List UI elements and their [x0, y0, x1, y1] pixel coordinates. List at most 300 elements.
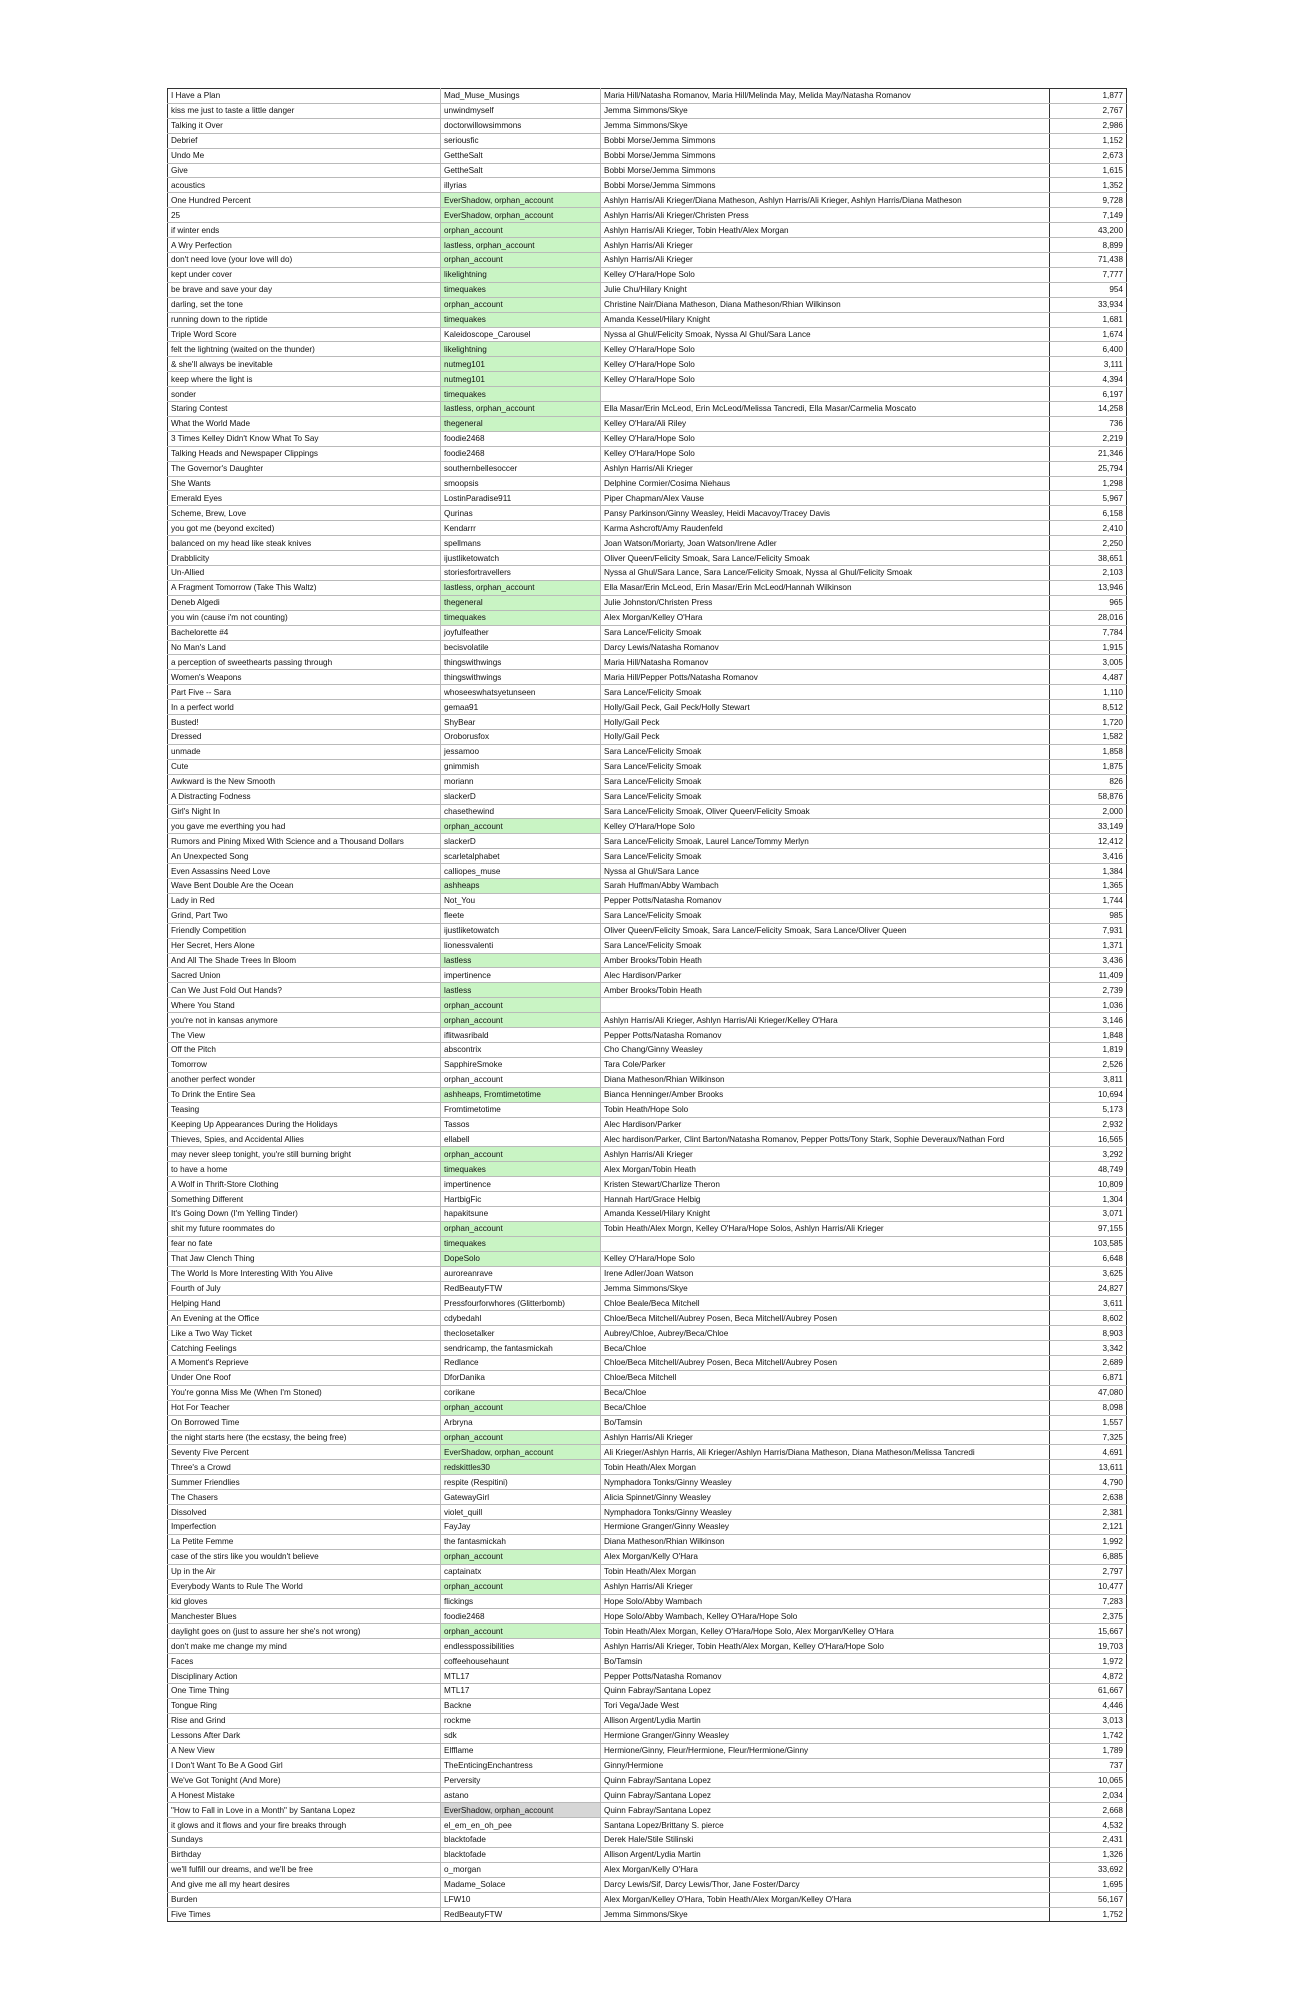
author-cell[interactable]: orphan_account [441, 223, 601, 238]
word-count-cell[interactable]: 4,446 [1050, 1698, 1127, 1713]
author-cell[interactable]: EverShadow, orphan_account [441, 1803, 601, 1818]
relationship-cell[interactable]: Ella Masar/Erin McLeod, Erin Masar/Erin McLeod/Hannah Wilkinson [601, 580, 1050, 595]
title-cell[interactable]: "How to Fall in Love in a Month" by Santana Lopez [168, 1803, 441, 1818]
author-cell[interactable]: joyfulfeather [441, 625, 601, 640]
word-count-cell[interactable]: 2,034 [1050, 1788, 1127, 1803]
author-cell[interactable]: violet_quill [441, 1505, 601, 1520]
word-count-cell[interactable]: 1,744 [1050, 893, 1127, 908]
relationship-cell[interactable]: Bobbi Morse/Jemma Simmons [601, 178, 1050, 193]
word-count-cell[interactable]: 2,673 [1050, 148, 1127, 163]
author-cell[interactable]: respite (Respitini) [441, 1475, 601, 1490]
title-cell[interactable]: Girl's Night In [168, 804, 441, 819]
author-cell[interactable]: blacktofade [441, 1833, 601, 1848]
relationship-cell[interactable]: Ginny/Hermione [601, 1758, 1050, 1773]
author-cell[interactable]: GettheSalt [441, 163, 601, 178]
relationship-cell[interactable]: Kelley O'Hara/Hope Solo [601, 431, 1050, 446]
word-count-cell[interactable]: 1,326 [1050, 1847, 1127, 1862]
relationship-cell[interactable]: Alec Hardison/Parker [601, 968, 1050, 983]
author-cell[interactable]: ellabell [441, 1132, 601, 1147]
title-cell[interactable]: Sundays [168, 1833, 441, 1848]
relationship-cell[interactable]: Ali Krieger/Ashlyn Harris, Ali Krieger/Ashlyn Harris/Diana Matheson, Diana Matheson/Melissa Tancredi [601, 1445, 1050, 1460]
title-cell[interactable]: you gave me everthing you had [168, 819, 441, 834]
title-cell[interactable]: Give [168, 163, 441, 178]
relationship-cell[interactable]: Darcy Lewis/Sif, Darcy Lewis/Thor, Jane Foster/Darcy [601, 1877, 1050, 1892]
relationship-cell[interactable]: Ashlyn Harris/Ali Krieger, Tobin Heath/Alex Morgan [601, 223, 1050, 238]
relationship-cell[interactable]: Kelley O'Hara/Hope Solo [601, 819, 1050, 834]
title-cell[interactable]: Up in the Air [168, 1564, 441, 1579]
word-count-cell[interactable]: 3,005 [1050, 655, 1127, 670]
title-cell[interactable]: Under One Roof [168, 1370, 441, 1385]
word-count-cell[interactable]: 2,689 [1050, 1356, 1127, 1371]
relationship-cell[interactable]: Nymphadora Tonks/Ginny Weasley [601, 1475, 1050, 1490]
word-count-cell[interactable]: 1,674 [1050, 327, 1127, 342]
relationship-cell[interactable]: Sara Lance/Felicity Smoak [601, 685, 1050, 700]
title-cell[interactable]: Emerald Eyes [168, 491, 441, 506]
relationship-cell[interactable]: Piper Chapman/Alex Vause [601, 491, 1050, 506]
title-cell[interactable]: sonder [168, 387, 441, 402]
author-cell[interactable]: sendricamp, the fantasmickah [441, 1341, 601, 1356]
word-count-cell[interactable]: 48,749 [1050, 1162, 1127, 1177]
relationship-cell[interactable]: Sarah Huffman/Abby Wambach [601, 879, 1050, 894]
word-count-cell[interactable]: 6,885 [1050, 1549, 1127, 1564]
title-cell[interactable]: We've Got Tonight (And More) [168, 1773, 441, 1788]
title-cell[interactable]: Wave Bent Double Are the Ocean [168, 879, 441, 894]
relationship-cell[interactable]: Chloe/Beca Mitchell [601, 1370, 1050, 1385]
word-count-cell[interactable]: 1,695 [1050, 1877, 1127, 1892]
title-cell[interactable]: One Time Thing [168, 1683, 441, 1698]
title-cell[interactable]: Triple Word Score [168, 327, 441, 342]
title-cell[interactable]: La Petite Femme [168, 1534, 441, 1549]
relationship-cell[interactable]: Oliver Queen/Felicity Smoak, Sara Lance/Felicity Smoak, Sara Lance/Oliver Queen [601, 923, 1050, 938]
relationship-cell[interactable]: Hermione Granger/Ginny Weasley [601, 1520, 1050, 1535]
title-cell[interactable]: & she'll always be inevitable [168, 357, 441, 372]
word-count-cell[interactable]: 737 [1050, 1758, 1127, 1773]
relationship-cell[interactable]: Quinn Fabray/Santana Lopez [601, 1803, 1050, 1818]
author-cell[interactable]: becisvolatile [441, 640, 601, 655]
word-count-cell[interactable]: 1,848 [1050, 1028, 1127, 1043]
title-cell[interactable]: Thieves, Spies, and Accidental Allies [168, 1132, 441, 1147]
title-cell[interactable]: Dissolved [168, 1505, 441, 1520]
author-cell[interactable]: Qurinas [441, 506, 601, 521]
title-cell[interactable]: to have a home [168, 1162, 441, 1177]
author-cell[interactable]: nutmeg101 [441, 372, 601, 387]
title-cell[interactable]: Even Assassins Need Love [168, 864, 441, 879]
author-cell[interactable]: timequakes [441, 1162, 601, 1177]
word-count-cell[interactable]: 7,149 [1050, 208, 1127, 223]
title-cell[interactable]: Helping Hand [168, 1296, 441, 1311]
relationship-cell[interactable]: Ashlyn Harris/Ali Krieger [601, 1579, 1050, 1594]
author-cell[interactable]: flickings [441, 1594, 601, 1609]
author-cell[interactable]: orphan_account [441, 1400, 601, 1415]
author-cell[interactable]: Fromtimetotime [441, 1102, 601, 1117]
relationship-cell[interactable]: Nyssa al Ghul/Sara Lance, Sara Lance/Felicity Smoak, Nyssa al Ghul/Felicity Smoak [601, 566, 1050, 581]
title-cell[interactable]: On Borrowed Time [168, 1415, 441, 1430]
title-cell[interactable]: Women's Weapons [168, 670, 441, 685]
relationship-cell[interactable]: Amber Brooks/Tobin Heath [601, 983, 1050, 998]
title-cell[interactable]: kept under cover [168, 267, 441, 282]
word-count-cell[interactable]: 4,691 [1050, 1445, 1127, 1460]
author-cell[interactable]: DopeSolo [441, 1251, 601, 1266]
word-count-cell[interactable]: 826 [1050, 774, 1127, 789]
word-count-cell[interactable]: 7,325 [1050, 1430, 1127, 1445]
title-cell[interactable]: A New View [168, 1743, 441, 1758]
author-cell[interactable]: spellmans [441, 536, 601, 551]
title-cell[interactable]: Talking it Over [168, 118, 441, 133]
author-cell[interactable]: orphan_account [441, 1147, 601, 1162]
title-cell[interactable]: Like a Two Way Ticket [168, 1326, 441, 1341]
title-cell[interactable]: The Governor's Daughter [168, 461, 441, 476]
word-count-cell[interactable]: 10,477 [1050, 1579, 1127, 1594]
word-count-cell[interactable]: 3,111 [1050, 357, 1127, 372]
author-cell[interactable]: doctorwillowsimmons [441, 118, 601, 133]
author-cell[interactable]: timequakes [441, 387, 601, 402]
relationship-cell[interactable]: Sara Lance/Felicity Smoak [601, 849, 1050, 864]
relationship-cell[interactable]: Hermione Granger/Ginny Weasley [601, 1728, 1050, 1743]
word-count-cell[interactable]: 2,986 [1050, 118, 1127, 133]
title-cell[interactable]: Tomorrow [168, 1057, 441, 1072]
author-cell[interactable]: timequakes [441, 1236, 601, 1251]
relationship-cell[interactable]: Jemma Simmons/Skye [601, 1907, 1050, 1922]
author-cell[interactable]: EverShadow, orphan_account [441, 193, 601, 208]
word-count-cell[interactable]: 1,152 [1050, 133, 1127, 148]
title-cell[interactable]: darling, set the tone [168, 297, 441, 312]
relationship-cell[interactable] [601, 998, 1050, 1013]
author-cell[interactable]: likelightning [441, 342, 601, 357]
author-cell[interactable]: timequakes [441, 610, 601, 625]
word-count-cell[interactable]: 2,431 [1050, 1833, 1127, 1848]
author-cell[interactable]: RedBeautyFTW [441, 1281, 601, 1296]
title-cell[interactable]: I Don't Want To Be A Good Girl [168, 1758, 441, 1773]
word-count-cell[interactable]: 10,694 [1050, 1087, 1127, 1102]
word-count-cell[interactable]: 21,346 [1050, 446, 1127, 461]
title-cell[interactable]: A Wolf in Thrift-Store Clothing [168, 1177, 441, 1192]
relationship-cell[interactable]: Jemma Simmons/Skye [601, 118, 1050, 133]
author-cell[interactable]: RedBeautyFTW [441, 1907, 601, 1922]
title-cell[interactable]: Disciplinary Action [168, 1669, 441, 1684]
word-count-cell[interactable]: 1,858 [1050, 744, 1127, 759]
title-cell[interactable]: The Chasers [168, 1490, 441, 1505]
title-cell[interactable]: Off the Pitch [168, 1043, 441, 1058]
relationship-cell[interactable]: Christine Nair/Diana Matheson, Diana Matheson/Rhian Wilkinson [601, 297, 1050, 312]
word-count-cell[interactable]: 1,877 [1050, 89, 1127, 104]
word-count-cell[interactable]: 8,903 [1050, 1326, 1127, 1341]
relationship-cell[interactable]: Beca/Chloe [601, 1400, 1050, 1415]
author-cell[interactable]: Oroborusfox [441, 729, 601, 744]
author-cell[interactable]: timequakes [441, 312, 601, 327]
relationship-cell[interactable]: Jemma Simmons/Skye [601, 1281, 1050, 1296]
relationship-cell[interactable]: Sara Lance/Felicity Smoak [601, 744, 1050, 759]
word-count-cell[interactable]: 7,283 [1050, 1594, 1127, 1609]
title-cell[interactable]: may never sleep tonight, you're still burning bright [168, 1147, 441, 1162]
word-count-cell[interactable]: 19,703 [1050, 1639, 1127, 1654]
word-count-cell[interactable]: 3,146 [1050, 1013, 1127, 1028]
title-cell[interactable]: daylight goes on (just to assure her she's not wrong) [168, 1624, 441, 1639]
relationship-cell[interactable]: Quinn Fabray/Santana Lopez [601, 1683, 1050, 1698]
title-cell[interactable]: Summer Friendlies [168, 1475, 441, 1490]
title-cell[interactable]: Awkward is the New Smooth [168, 774, 441, 789]
title-cell[interactable]: fear no fate [168, 1236, 441, 1251]
title-cell[interactable]: Deneb Algedi [168, 595, 441, 610]
author-cell[interactable]: orphan_account [441, 998, 601, 1013]
author-cell[interactable]: redskittles30 [441, 1460, 601, 1475]
author-cell[interactable]: foodie2468 [441, 1609, 601, 1624]
word-count-cell[interactable]: 8,899 [1050, 238, 1127, 253]
author-cell[interactable]: TheEnticingEnchantress [441, 1758, 601, 1773]
relationship-cell[interactable]: Ashlyn Harris/Ali Krieger [601, 238, 1050, 253]
relationship-cell[interactable]: Chloe/Beca Mitchell/Aubrey Posen, Beca Mitchell/Aubrey Posen [601, 1311, 1050, 1326]
relationship-cell[interactable]: Maria Hill/Pepper Potts/Natasha Romanov [601, 670, 1050, 685]
relationship-cell[interactable]: Hannah Hart/Grace Helbig [601, 1192, 1050, 1207]
word-count-cell[interactable]: 1,298 [1050, 476, 1127, 491]
author-cell[interactable]: lastless, orphan_account [441, 580, 601, 595]
author-cell[interactable]: LostinParadise911 [441, 491, 601, 506]
title-cell[interactable]: keep where the light is [168, 372, 441, 387]
relationship-cell[interactable]: Alex Morgan/Tobin Heath [601, 1162, 1050, 1177]
title-cell[interactable]: A Wry Perfection [168, 238, 441, 253]
author-cell[interactable]: orphan_account [441, 819, 601, 834]
author-cell[interactable]: o_morgan [441, 1862, 601, 1877]
relationship-cell[interactable]: Nyssa al Ghul/Felicity Smoak, Nyssa Al Ghul/Sara Lance [601, 327, 1050, 342]
relationship-cell[interactable]: Pepper Potts/Natasha Romanov [601, 1669, 1050, 1684]
title-cell[interactable]: A Honest Mistake [168, 1788, 441, 1803]
author-cell[interactable]: GatewayGirl [441, 1490, 601, 1505]
word-count-cell[interactable]: 25,794 [1050, 461, 1127, 476]
word-count-cell[interactable]: 4,487 [1050, 670, 1127, 685]
author-cell[interactable]: chasethewind [441, 804, 601, 819]
word-count-cell[interactable]: 985 [1050, 908, 1127, 923]
relationship-cell[interactable]: Ashlyn Harris/Ali Krieger/Christen Press [601, 208, 1050, 223]
title-cell[interactable]: case of the stirs like you wouldn't believe [168, 1549, 441, 1564]
relationship-cell[interactable]: Alicia Spinnet/Ginny Weasley [601, 1490, 1050, 1505]
word-count-cell[interactable]: 1,371 [1050, 938, 1127, 953]
author-cell[interactable]: thingswithwings [441, 670, 601, 685]
relationship-cell[interactable] [601, 1236, 1050, 1251]
relationship-cell[interactable]: Julie Johnston/Christen Press [601, 595, 1050, 610]
relationship-cell[interactable]: Bo/Tamsin [601, 1415, 1050, 1430]
relationship-cell[interactable]: Ashlyn Harris/Ali Krieger, Ashlyn Harris/Ali Krieger/Kelley O'Hara [601, 1013, 1050, 1028]
title-cell[interactable]: Busted! [168, 715, 441, 730]
word-count-cell[interactable]: 6,197 [1050, 387, 1127, 402]
word-count-cell[interactable]: 2,250 [1050, 536, 1127, 551]
author-cell[interactable]: HartbigFic [441, 1192, 601, 1207]
word-count-cell[interactable]: 8,512 [1050, 700, 1127, 715]
author-cell[interactable]: auroreanrave [441, 1266, 601, 1281]
relationship-cell[interactable]: Sara Lance/Felicity Smoak [601, 759, 1050, 774]
title-cell[interactable]: Rise and Grind [168, 1713, 441, 1728]
author-cell[interactable]: lastless [441, 953, 601, 968]
title-cell[interactable]: Can We Just Fold Out Hands? [168, 983, 441, 998]
author-cell[interactable]: hapakitsune [441, 1206, 601, 1221]
title-cell[interactable]: we'll fulfill our dreams, and we'll be free [168, 1862, 441, 1877]
word-count-cell[interactable]: 1,819 [1050, 1043, 1127, 1058]
title-cell[interactable]: Cute [168, 759, 441, 774]
word-count-cell[interactable]: 1,742 [1050, 1728, 1127, 1743]
relationship-cell[interactable]: Alex Morgan/Kelly O'Hara [601, 1549, 1050, 1564]
title-cell[interactable]: Sacred Union [168, 968, 441, 983]
author-cell[interactable]: Backne [441, 1698, 601, 1713]
word-count-cell[interactable]: 1,036 [1050, 998, 1127, 1013]
author-cell[interactable]: orphan_account [441, 1430, 601, 1445]
relationship-cell[interactable]: Sara Lance/Felicity Smoak [601, 908, 1050, 923]
relationship-cell[interactable]: Chloe/Beca Mitchell/Aubrey Posen, Beca Mitchell/Aubrey Posen [601, 1356, 1050, 1371]
author-cell[interactable]: Not_You [441, 893, 601, 908]
word-count-cell[interactable]: 1,972 [1050, 1654, 1127, 1669]
author-cell[interactable]: lionessvalenti [441, 938, 601, 953]
relationship-cell[interactable]: Maria Hill/Natasha Romanov [601, 655, 1050, 670]
word-count-cell[interactable]: 2,219 [1050, 431, 1127, 446]
word-count-cell[interactable]: 6,158 [1050, 506, 1127, 521]
word-count-cell[interactable]: 965 [1050, 595, 1127, 610]
word-count-cell[interactable]: 1,110 [1050, 685, 1127, 700]
word-count-cell[interactable]: 16,565 [1050, 1132, 1127, 1147]
title-cell[interactable]: Grind, Part Two [168, 908, 441, 923]
author-cell[interactable]: orphan_account [441, 1579, 601, 1594]
relationship-cell[interactable]: Tobin Heath/Alex Morgan [601, 1564, 1050, 1579]
author-cell[interactable]: Pressfourforwhores (Glitterbomb) [441, 1296, 601, 1311]
title-cell[interactable]: Undo Me [168, 148, 441, 163]
relationship-cell[interactable]: Hope Solo/Abby Wambach [601, 1594, 1050, 1609]
word-count-cell[interactable]: 103,585 [1050, 1236, 1127, 1251]
relationship-cell[interactable]: Beca/Chloe [601, 1385, 1050, 1400]
title-cell[interactable]: The View [168, 1028, 441, 1043]
word-count-cell[interactable]: 33,692 [1050, 1862, 1127, 1877]
author-cell[interactable]: lastless [441, 983, 601, 998]
author-cell[interactable]: theclosetalker [441, 1326, 601, 1341]
word-count-cell[interactable]: 3,013 [1050, 1713, 1127, 1728]
relationship-cell[interactable]: Ashlyn Harris/Ali Krieger/Diana Matheson, Ashlyn Harris/Ali Krieger, Ashlyn Harris/Diana Matheson [601, 193, 1050, 208]
relationship-cell[interactable]: Sara Lance/Felicity Smoak [601, 625, 1050, 640]
title-cell[interactable]: Seventy Five Percent [168, 1445, 441, 1460]
author-cell[interactable]: orphan_account [441, 1549, 601, 1564]
word-count-cell[interactable]: 14,258 [1050, 402, 1127, 417]
relationship-cell[interactable]: Sara Lance/Felicity Smoak [601, 789, 1050, 804]
title-cell[interactable]: And give me all my heart desires [168, 1877, 441, 1892]
relationship-cell[interactable]: Alec hardison/Parker, Clint Barton/Natasha Romanov, Pepper Potts/Tony Stark, Sophie Deveraux/Nathan Ford [601, 1132, 1050, 1147]
author-cell[interactable]: blacktofade [441, 1847, 601, 1862]
word-count-cell[interactable]: 47,080 [1050, 1385, 1127, 1400]
title-cell[interactable]: Imperfection [168, 1520, 441, 1535]
word-count-cell[interactable]: 3,811 [1050, 1072, 1127, 1087]
relationship-cell[interactable]: Maria Hill/Natasha Romanov, Maria Hill/Melinda May, Melida May/Natasha Romanov [601, 89, 1050, 104]
word-count-cell[interactable]: 5,967 [1050, 491, 1127, 506]
word-count-cell[interactable]: 954 [1050, 282, 1127, 297]
title-cell[interactable]: Catching Feelings [168, 1341, 441, 1356]
relationship-cell[interactable]: Tobin Heath/Alex Morgan, Kelley O'Hara/Hope Solo, Alex Morgan/Kelley O'Hara [601, 1624, 1050, 1639]
title-cell[interactable]: Fourth of July [168, 1281, 441, 1296]
author-cell[interactable]: timequakes [441, 282, 601, 297]
author-cell[interactable]: cdybedahl [441, 1311, 601, 1326]
word-count-cell[interactable]: 1,789 [1050, 1743, 1127, 1758]
author-cell[interactable]: GettheSalt [441, 148, 601, 163]
relationship-cell[interactable]: Kristen Stewart/Charlize Theron [601, 1177, 1050, 1192]
word-count-cell[interactable]: 10,065 [1050, 1773, 1127, 1788]
author-cell[interactable]: DforDanika [441, 1370, 601, 1385]
relationship-cell[interactable]: Quinn Fabray/Santana Lopez [601, 1773, 1050, 1788]
author-cell[interactable]: southernbellesoccer [441, 461, 601, 476]
relationship-cell[interactable]: Pepper Potts/Natasha Romanov [601, 893, 1050, 908]
title-cell[interactable]: acoustics [168, 178, 441, 193]
relationship-cell[interactable]: Kelley O'Hara/Hope Solo [601, 446, 1050, 461]
title-cell[interactable]: Drabblicity [168, 551, 441, 566]
author-cell[interactable]: thegeneral [441, 595, 601, 610]
title-cell[interactable]: you got me (beyond excited) [168, 521, 441, 536]
word-count-cell[interactable]: 1,681 [1050, 312, 1127, 327]
title-cell[interactable]: Scheme, Brew, Love [168, 506, 441, 521]
author-cell[interactable]: astano [441, 1788, 601, 1803]
author-cell[interactable]: lastless, orphan_account [441, 238, 601, 253]
author-cell[interactable]: sdk [441, 1728, 601, 1743]
word-count-cell[interactable]: 1,365 [1050, 879, 1127, 894]
word-count-cell[interactable]: 11,409 [1050, 968, 1127, 983]
word-count-cell[interactable]: 24,827 [1050, 1281, 1127, 1296]
relationship-cell[interactable]: Pansy Parkinson/Ginny Weasley, Heidi Macavoy/Tracey Davis [601, 506, 1050, 521]
title-cell[interactable]: balanced on my head like steak knives [168, 536, 441, 551]
relationship-cell[interactable]: Beca/Chloe [601, 1341, 1050, 1356]
relationship-cell[interactable]: Hermione/Ginny, Fleur/Hermione, Fleur/Hermione/Ginny [601, 1743, 1050, 1758]
word-count-cell[interactable]: 1,615 [1050, 163, 1127, 178]
relationship-cell[interactable]: Sara Lance/Felicity Smoak [601, 938, 1050, 953]
word-count-cell[interactable]: 1,384 [1050, 864, 1127, 879]
relationship-cell[interactable] [601, 387, 1050, 402]
word-count-cell[interactable]: 3,436 [1050, 953, 1127, 968]
author-cell[interactable]: smoopsis [441, 476, 601, 491]
word-count-cell[interactable]: 15,667 [1050, 1624, 1127, 1639]
word-count-cell[interactable]: 61,667 [1050, 1683, 1127, 1698]
author-cell[interactable]: gemaa91 [441, 700, 601, 715]
relationship-cell[interactable]: Alec Hardison/Parker [601, 1117, 1050, 1132]
relationship-cell[interactable]: Alex Morgan/Kelley O'Hara, Tobin Heath/Alex Morgan/Kelley O'Hara [601, 1892, 1050, 1907]
word-count-cell[interactable]: 58,876 [1050, 789, 1127, 804]
word-count-cell[interactable]: 2,103 [1050, 566, 1127, 581]
word-count-cell[interactable]: 736 [1050, 416, 1127, 431]
author-cell[interactable]: fleete [441, 908, 601, 923]
word-count-cell[interactable]: 7,777 [1050, 267, 1127, 282]
word-count-cell[interactable]: 4,790 [1050, 1475, 1127, 1490]
relationship-cell[interactable]: Amanda Kessel/Hilary Knight [601, 1206, 1050, 1221]
relationship-cell[interactable]: Bobbi Morse/Jemma Simmons [601, 133, 1050, 148]
word-count-cell[interactable]: 2,767 [1050, 103, 1127, 118]
title-cell[interactable]: Burden [168, 1892, 441, 1907]
relationship-cell[interactable]: Ashlyn Harris/Ali Krieger [601, 1430, 1050, 1445]
author-cell[interactable]: ShyBear [441, 715, 601, 730]
author-cell[interactable]: Tassos [441, 1117, 601, 1132]
title-cell[interactable]: Faces [168, 1654, 441, 1669]
title-cell[interactable]: Dressed [168, 729, 441, 744]
author-cell[interactable]: jessamoo [441, 744, 601, 759]
author-cell[interactable]: thegeneral [441, 416, 601, 431]
relationship-cell[interactable]: Cho Chang/Ginny Weasley [601, 1043, 1050, 1058]
author-cell[interactable]: Perversity [441, 1773, 601, 1788]
word-count-cell[interactable]: 2,526 [1050, 1057, 1127, 1072]
author-cell[interactable]: ashheaps [441, 879, 601, 894]
author-cell[interactable]: slackerD [441, 834, 601, 849]
author-cell[interactable]: endlesspossibilities [441, 1639, 601, 1654]
relationship-cell[interactable]: Quinn Fabray/Santana Lopez [601, 1788, 1050, 1803]
author-cell[interactable]: EverShadow, orphan_account [441, 208, 601, 223]
author-cell[interactable]: ijustliketowatch [441, 923, 601, 938]
relationship-cell[interactable]: Nymphadora Tonks/Ginny Weasley [601, 1505, 1050, 1520]
title-cell[interactable]: What the World Made [168, 416, 441, 431]
relationship-cell[interactable]: Ashlyn Harris/Ali Krieger [601, 1147, 1050, 1162]
author-cell[interactable]: whoseeswhatsyetunseen [441, 685, 601, 700]
word-count-cell[interactable]: 2,797 [1050, 1564, 1127, 1579]
relationship-cell[interactable]: Amber Brooks/Tobin Heath [601, 953, 1050, 968]
author-cell[interactable]: iflitwasribald [441, 1028, 601, 1043]
relationship-cell[interactable]: Diana Matheson/Rhian Wilkinson [601, 1534, 1050, 1549]
title-cell[interactable]: You're gonna Miss Me (When I'm Stoned) [168, 1385, 441, 1400]
author-cell[interactable]: orphan_account [441, 1013, 601, 1028]
word-count-cell[interactable]: 7,784 [1050, 625, 1127, 640]
